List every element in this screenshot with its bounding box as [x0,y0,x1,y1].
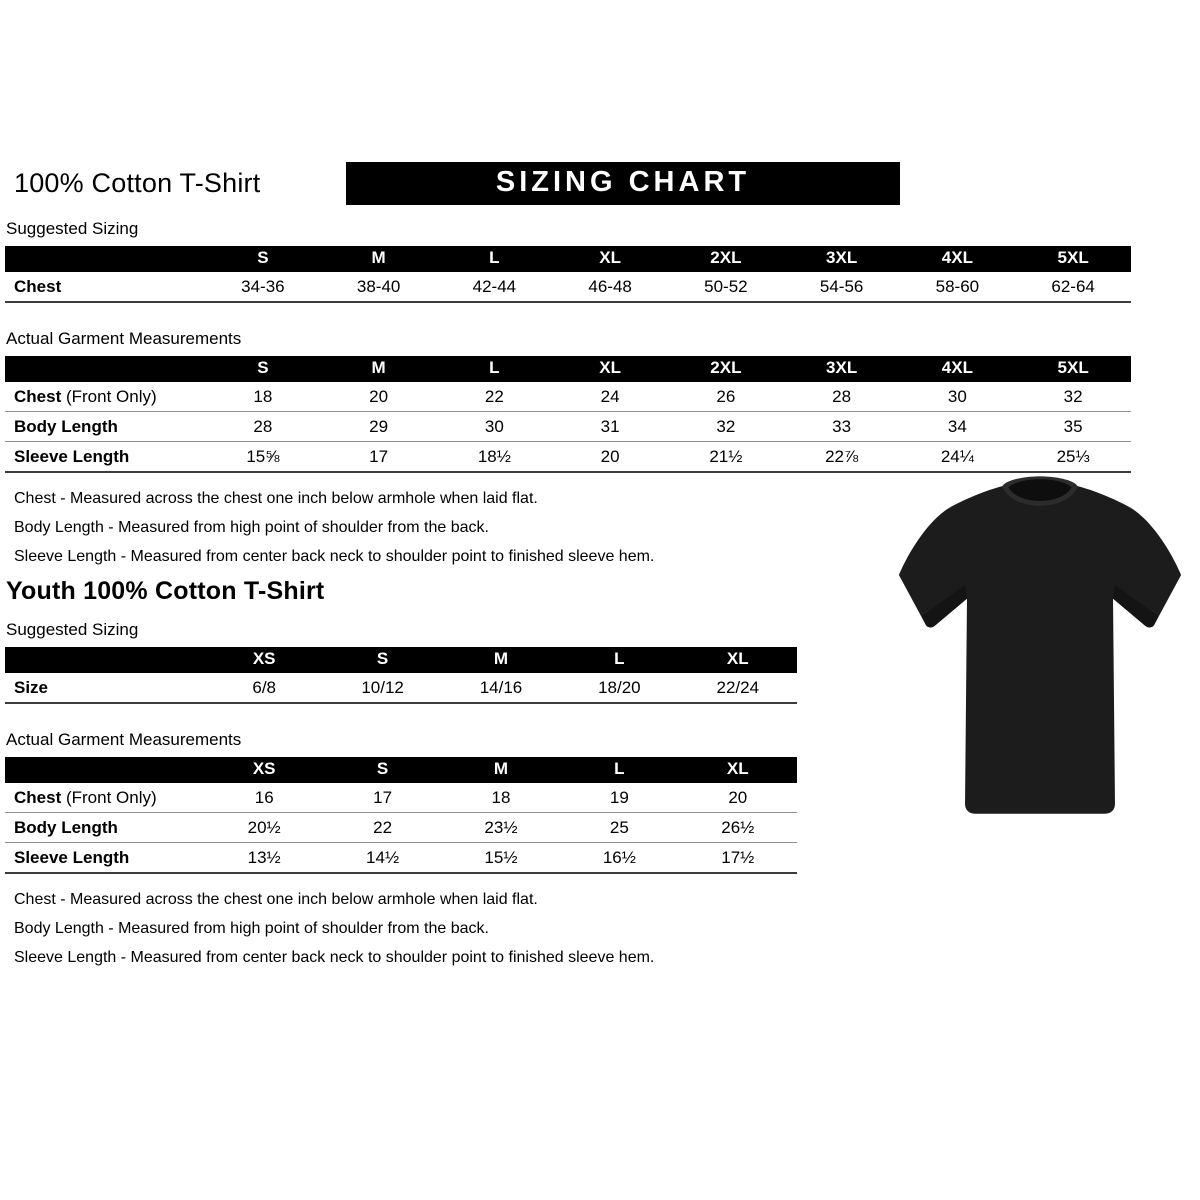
cell: 22/24 [716,678,760,697]
row-label-cell [5,843,205,874]
sizing-chart-banner: SIZING CHART [346,162,900,205]
cell: 26 [716,387,736,406]
row-label-suffix: (Front Only) [61,387,157,406]
youth-measurement-notes [14,891,1200,967]
cell: 20 [728,788,748,807]
cell: 20½ [247,818,281,837]
note-sleeve-length: Sleeve Length - Measured from center back neck to shoulder point to finished sleeve hem. [14,548,655,565]
col-header-s: S [323,757,441,783]
cell: 25⅓ [1056,447,1090,466]
cell: 28 [832,387,852,406]
youth-actual-measurements-label: Actual Garment Measurements [6,730,242,749]
note-body-length: Body Length - Measured from high point of shoulder from the back. [14,519,489,536]
col-header-m: M [442,647,560,673]
row-label: Chest [14,277,62,296]
table-row-chest [5,783,797,813]
col-header-l: L [560,757,678,783]
table-row-size [5,673,797,703]
youth-title: Youth 100% Cotton T-Shirt [6,577,325,605]
col-header-3xl: 3XL [784,356,900,382]
cell: 29 [369,417,389,436]
header [14,0,1200,205]
cell: 14½ [366,848,400,867]
page-title: 100% Cotton T-Shirt [14,168,261,198]
empty-header-cell [5,356,205,382]
cell: 18/20 [598,678,641,697]
youth-actual-measurements-table [5,757,797,874]
cell: 19 [609,788,629,807]
cell: 17½ [721,848,755,867]
cell: 42-44 [472,277,517,296]
table-row-chest [5,382,1131,412]
row-label-suffix: (Front Only) [61,788,157,807]
col-header-m: M [442,757,560,783]
cell: 23½ [484,818,518,837]
youth-suggested-sizing-table [5,647,797,704]
col-header-xl: XL [552,356,668,382]
adult-actual-measurements-table [5,356,1131,473]
row-label-cell [5,673,205,703]
col-header-xl: XL [679,757,797,783]
col-header-s: S [323,647,441,673]
col-header-xl: XL [679,647,797,673]
cell: 28 [253,417,273,436]
cell: 24 [600,387,620,406]
header-row [5,356,1131,382]
cell: 38-40 [356,277,401,296]
col-header-s: S [205,246,321,272]
cell: 18½ [477,447,511,466]
empty-header-cell [5,757,205,783]
adult-suggested-sizing-table [5,246,1131,303]
table-row-sleeve-length [5,843,797,874]
cell: 20 [600,447,620,466]
row-label-cell [5,442,205,473]
cell: 6/8 [252,678,277,697]
header-row [5,757,797,783]
tshirt-graphic [892,468,1188,828]
cell: 46-48 [588,277,632,296]
note-chest: Chest - Measured across the chest one inch below armhole when laid flat. [14,490,538,507]
cell: 26½ [721,818,755,837]
note-sleeve-length: Sleeve Length - Measured from center back neck to shoulder point to finished sleeve hem. [14,949,655,966]
cell: 34-36 [241,277,285,296]
col-header-xs: XS [205,757,323,783]
cell: 62-64 [1051,277,1095,296]
tshirt-image [892,468,1188,828]
cell: 16½ [602,848,636,867]
cell: 30 [947,387,967,406]
row-label: Sleeve Length [14,848,130,867]
col-header-3xl: 3XL [784,246,900,272]
col-header-l: L [437,246,553,272]
header-row [5,246,1131,272]
row-label: Sleeve Length [14,447,130,466]
cell: 17 [369,447,389,466]
cell: 32 [1063,387,1083,406]
cell: 25 [609,818,629,837]
row-label: Size [14,678,49,697]
cell: 33 [832,417,852,436]
note-chest: Chest - Measured across the chest one inch below armhole when laid flat. [14,891,538,908]
cell: 21½ [709,447,743,466]
cell: 10/12 [361,678,404,697]
cell: 17 [373,788,393,807]
youth-suggested-sizing-label: Suggested Sizing [6,620,139,639]
adult-actual-measurements-label: Actual Garment Measurements [6,329,242,348]
cell: 35 [1063,417,1083,436]
col-header-l: L [437,356,553,382]
cell: 58-60 [935,277,980,296]
cell: 32 [716,417,736,436]
cell: 15½ [484,848,518,867]
cell: 22 [484,387,504,406]
row-label-cell [5,783,205,813]
cell: 54-56 [819,277,864,296]
empty-header-cell [5,246,205,272]
row-label-cell [5,813,205,843]
row-label-cell [5,272,205,302]
col-header-5xl: 5XL [1015,356,1131,382]
table-row-body-length [5,813,797,843]
cell: 20 [369,387,389,406]
row-label: Chest [14,387,62,406]
col-header-m: M [321,356,437,382]
col-header-xs: XS [205,647,323,673]
cell: 34 [947,417,967,436]
cell: 31 [600,417,620,436]
row-label-cell [5,382,205,412]
empty-header-cell [5,647,205,673]
cell: 18 [491,788,511,807]
col-header-5xl: 5XL [1015,246,1131,272]
row-label: Body Length [14,417,118,436]
cell: 22 [373,818,393,837]
cell: 15⅝ [246,447,280,466]
row-label: Body Length [14,818,118,837]
adult-suggested-sizing-label: Suggested Sizing [6,219,139,238]
table-row-body-length [5,412,1131,442]
col-header-xl: XL [552,246,668,272]
cell: 24¼ [940,447,974,466]
table-row-chest [5,272,1131,302]
col-header-l: L [560,647,678,673]
cell: 18 [253,387,273,406]
cell: 13½ [247,848,281,867]
header-row [5,647,797,673]
note-body-length: Body Length - Measured from high point of shoulder from the back. [14,920,489,937]
col-header-2xl: 2XL [668,356,784,382]
row-label: Chest [14,788,62,807]
col-header-s: S [205,356,321,382]
col-header-4xl: 4XL [900,356,1016,382]
row-label-cell [5,412,205,442]
cell: 22⅞ [825,447,859,466]
col-header-m: M [321,246,437,272]
cell: 30 [484,417,504,436]
col-header-4xl: 4XL [900,246,1016,272]
cell: 16 [254,788,274,807]
col-header-2xl: 2XL [668,246,784,272]
cell: 50-52 [704,277,748,296]
cell: 14/16 [479,678,523,697]
